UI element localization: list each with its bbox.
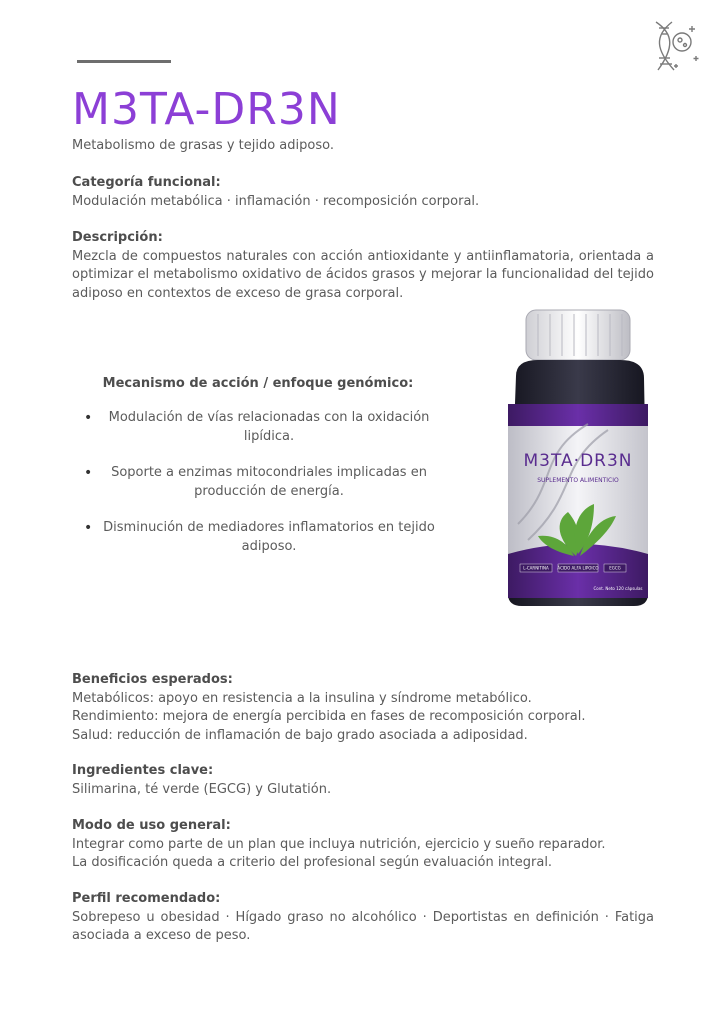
modo-line: Integrar como parte de un plan que incluya nutrición, ejercicio y sueño reparador. (72, 836, 606, 852)
product-subtitle: Metabolismo de grasas y tejido adiposo. (72, 138, 334, 153)
list-item-text: Disminución de mediadores inflamatorios en tejido adiposo. (103, 520, 435, 554)
section-perfil (72, 890, 654, 946)
list-item-text: Modulación de vías relacionadas con la oxidación lipídica. (108, 410, 430, 444)
list-item-text: Soporte a enzimas mitocondriales implicadas en producción de energía. (111, 465, 427, 499)
bullet-icon: • (84, 520, 93, 536)
section-ingredientes (72, 762, 654, 799)
list-item (80, 409, 436, 446)
ingredientes-text: Silimarina, té verde (EGCG) y Glutatión. (72, 781, 332, 797)
bullet-icon: • (84, 465, 93, 481)
modo-line: La dosificación queda a criterio del profesional según evaluación integral. (72, 855, 553, 870)
bottle-footer: Cont. Neto 120 cápsulas (593, 586, 643, 591)
bottle-pill-2: ÁCIDO ALFA LIPOICO (557, 565, 599, 571)
mecanismo-heading: Mecanismo de acción / enfoque genómico: (102, 376, 414, 391)
section-mecanismo (80, 376, 436, 574)
ingredientes-heading: Ingredientes clave: (72, 763, 214, 778)
descripcion-text: Mezcla de compuestos naturales con acción antioxidante y antiinflamatoria, orientada a optimizar el metabolismo oxidativo de ácidos grasos y mejorar la funcionalidad del tejido adiposo en contextos de exceso de grasa corporal. (72, 248, 654, 301)
dna-helix-icon (646, 18, 704, 74)
section-beneficios (72, 671, 654, 745)
categoria-heading: Categoría funcional: (72, 175, 221, 190)
product-bottle-image (498, 304, 660, 610)
categoria-text: Modulación metabólica · inflamación · recomposición corporal. (72, 193, 480, 209)
perfil-text: Sobrepeso u obesidad · Hígado graso no alcohólico · Deportistas en definición · Fatiga asociada a exceso de peso. (72, 909, 654, 943)
section-modo-uso (72, 817, 654, 873)
bottle-pill-1: L-CARNITINA (523, 565, 549, 571)
beneficios-line: Metabólicos: apoyo en resistencia a la insulina y síndrome metabólico. (72, 690, 532, 706)
section-descripcion (72, 229, 654, 303)
modo-heading: Modo de uso general: (72, 818, 231, 833)
perfil-heading: Perfil recomendado: (72, 891, 221, 906)
bottle-type: SUPLEMENTO ALIMENTICIO (537, 477, 619, 484)
bottle-pill-3: EGCG (609, 565, 621, 571)
beneficios-line: Salud: reducción de inflamación de bajo grado asociada a adiposidad. (72, 727, 528, 743)
list-item (80, 519, 436, 556)
mecanismo-list (80, 409, 436, 556)
header-rule (77, 60, 171, 63)
product-title: M3TA-DR3N (72, 84, 341, 135)
beneficios-heading: Beneficios esperados: (72, 672, 233, 687)
descripcion-heading: Descripción: (72, 230, 163, 245)
list-item (80, 464, 436, 501)
beneficios-line: Rendimiento: mejora de energía percibida en fases de recomposición corporal. (72, 709, 586, 724)
bottle-brand: M3TA·DR3N (523, 451, 633, 471)
bullet-icon: • (84, 410, 93, 426)
section-categoria (72, 174, 654, 211)
